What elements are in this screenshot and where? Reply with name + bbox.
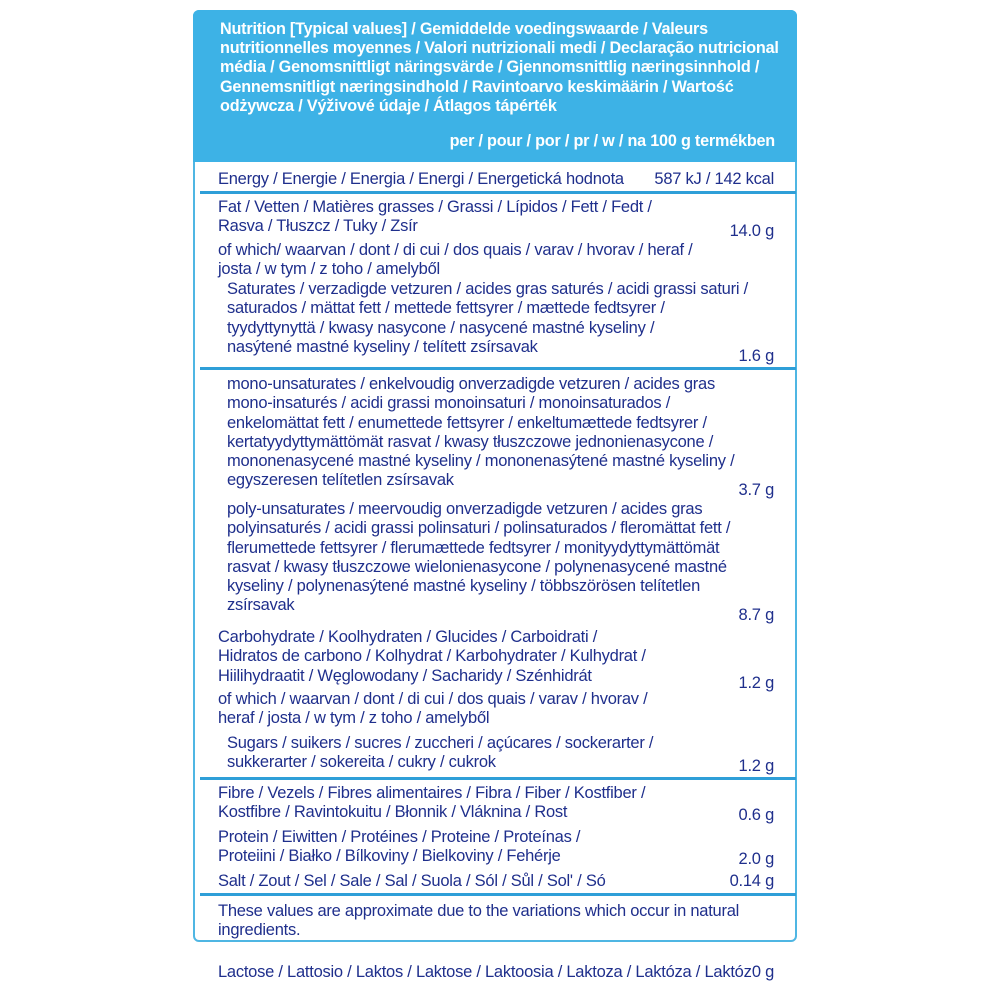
poly-line: flerumettede fettsyrer / flerumættede fedtsyrer / monityydyttymättömät [227, 538, 720, 557]
mono-line: mono-unsaturates / enkelvoudig onverzadigde vetzuren / acides gras [227, 375, 715, 393]
saturates-line: tyydyttynyttä / kwasy nasycone / nasycené mastné kyseliny / [227, 318, 655, 337]
fibre-value: 0.6 g [738, 806, 774, 824]
mono-line: kertatyydyttymättömät rasvat / kwasy tłuszczowe jednonienasycone / [227, 432, 714, 451]
carbohydrate-label [218, 628, 646, 686]
mono-line: mono-insaturés / acidi grassi monoinsaturi / monoinsaturados / [227, 394, 671, 413]
header-line: Nutrition [Typical values] / Gemiddelde voedingswaarde / Valeurs [220, 20, 708, 38]
salt-label: Salt / Zout / Sel / Sale / Sal / Suola / Sól / Sůl / Sol' / Só [218, 872, 606, 890]
nutrition-header-title [220, 20, 780, 116]
fat-line: Fat / Vetten / Matières grasses / Grassi / Lípidos / Fett / Fedt / [218, 198, 652, 216]
poly-line: polyinsaturés / acidi grassi polinsaturi / polinsaturados / fleromättat fett / [227, 519, 731, 538]
mono-unsaturates-value: 3.7 g [738, 481, 774, 499]
rule-after-sugars [200, 777, 796, 780]
energy-label: Energy / Energie / Energia / Energi / Energetická hodnota [218, 170, 624, 188]
per-100g-label: per / pour / por / pr / w / na 100 g termékben [449, 132, 775, 150]
header-line: média / Genomsnittligt näringsvärde / Gjennomsnittlig næringsinnhold / [220, 58, 760, 77]
poly-unsaturates-label [227, 500, 730, 616]
fibre-line: Fibre / Vezels / Fibres alimentaires / Fibra / Fiber / Kostfiber / [218, 784, 646, 802]
energy-value: 587 kJ / 142 kcal [654, 170, 774, 188]
carbohydrate-value: 1.2 g [738, 674, 774, 692]
rule-after-salt [200, 893, 796, 896]
header-line: Gennemsnitligt næringsindhold / Ravintoarvo keskimäärin / Wartość [220, 77, 734, 96]
header-line: odżywcza / Výživové údaje / Átlagos tápérték [220, 96, 557, 115]
carb-line: Carbohydrate / Koolhydraten / Glucides / Carboidrati / [218, 628, 598, 646]
carb-line: Hidratos de carbono / Kolhydrat / Karbohydrater / Kulhydrat / [218, 647, 646, 666]
protein-line: Proteiini / Białko / Bílkoviny / Bielkoviny / Fehérje [218, 847, 561, 866]
sugars-line: Sugars / suikers / sucres / zuccheri / açúcares / sockerarter / [227, 734, 654, 752]
approximation-note [218, 902, 739, 941]
note-line: These values are approximate due to the variations which occur in natural [218, 902, 740, 920]
carb-line: Hiilihydraatit / Węglowodany / Sacharidy / Szénhidrát [218, 666, 592, 685]
poly-line: kyseliny / polynenasýtené mastné kyseliny / többszörösen telítetlen [227, 577, 701, 596]
rule-after-saturates [200, 367, 796, 370]
saturates-line: nasýtené mastné kyseliny / telített zsírsavak [227, 337, 538, 356]
note-line: ingredients. [218, 921, 301, 940]
saturates-label [227, 280, 748, 357]
of-which-line: josta / w tym / z toho / amelyből [218, 260, 440, 279]
mono-line: egyszeresen telítetlen zsírsavak [227, 471, 454, 490]
lactose-label: Lactose / Lattosio / Laktos / Laktose / Laktoosia / Laktoza / Laktóza / Laktóz [218, 963, 752, 981]
mono-line: enkelomättat fett / enumettede fettsyrer / enkeltumættede fedtsyrer / [227, 413, 707, 432]
of-which-line: of which / waarvan / dont / di cui / dos quais / varav / hvorav / [218, 690, 648, 708]
poly-unsaturates-value: 8.7 g [738, 606, 774, 624]
saturates-value: 1.6 g [738, 347, 774, 365]
salt-value: 0.14 g [729, 872, 774, 890]
protein-value: 2.0 g [738, 850, 774, 868]
protein-label [218, 828, 580, 867]
saturates-line: Saturates / verzadigde vetzuren / acides gras saturés / acidi grassi saturi / [227, 280, 748, 298]
fat-line: Rasva / Tłuszcz / Tuky / Zsír [218, 217, 418, 236]
fat-of-which [218, 241, 693, 280]
header-line: nutritionnelles moyennes / Valori nutrizionali medi / Declaração nutricional [220, 39, 779, 58]
lactose-value: 0 g [751, 963, 774, 981]
fat-value: 14.0 g [729, 222, 774, 240]
poly-line: poly-unsaturates / meervoudig onverzadigde vetzuren / acides gras [227, 500, 703, 518]
mono-unsaturates-label [227, 375, 734, 491]
rule-after-energy [200, 191, 796, 194]
fat-label [218, 198, 652, 237]
fibre-line: Kostfibre / Ravintokuitu / Błonnik / Vláknina / Rost [218, 803, 568, 822]
sugars-line: sukkerarter / sokereita / cukry / cukrok [227, 753, 496, 772]
protein-line: Protein / Eiwitten / Protéines / Proteine / Proteínas / [218, 828, 581, 846]
poly-line: rasvat / kwasy tłuszczowe wielonienasycone / polynenasycené mastné [227, 557, 727, 576]
mono-line: mononenasycené mastné kyseliny / mononenasýtené mastné kyseliny / [227, 452, 735, 471]
of-which-line: heraf / josta / w tym / z toho / amelyből [218, 709, 490, 728]
poly-line: zsírsavak [227, 596, 295, 615]
sugars-label [227, 734, 653, 773]
carb-of-which [218, 690, 647, 729]
saturates-line: saturados / mättat fett / mettede fettsyrer / mættede fedtsyrer / [227, 299, 665, 318]
of-which-line: of which/ waarvan / dont / di cui / dos quais / varav / hvorav / heraf / [218, 241, 693, 259]
sugars-value: 1.2 g [738, 757, 774, 775]
fibre-label [218, 784, 645, 823]
